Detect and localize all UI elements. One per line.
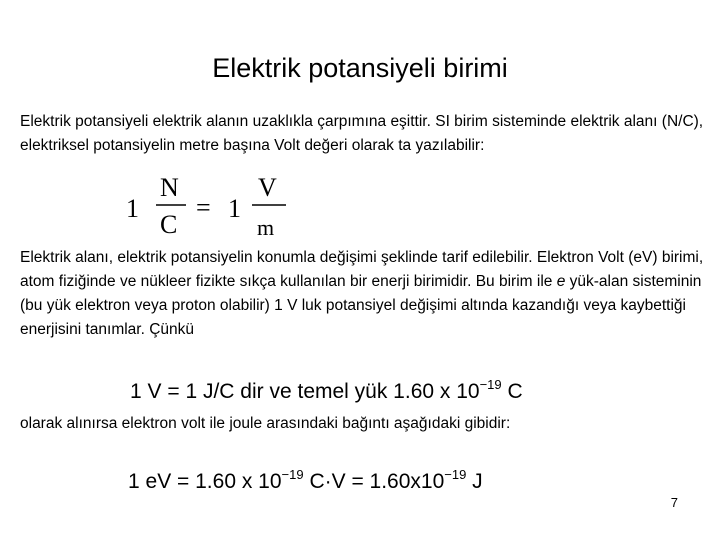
eq-coef-right: 1 [228,194,241,223]
eq2-part1: 1 eV = 1.60 x 10 [128,470,282,493]
eq-coef-left: 1 [126,194,139,223]
eq1-unit: C [501,380,523,403]
eq2-exponent2: −19 [444,467,467,482]
paragraph2-italic-e: e [556,273,566,290]
eq-den-left: C [160,210,178,239]
eq1-text: 1 V = 1 J/C dir ve temel yük 1.60 x 10 [130,380,480,403]
eq1-exponent: −19 [479,377,502,392]
unit-equation [120,170,310,244]
charge-equation [130,378,523,408]
ev-joule-equation [128,468,483,498]
eq-num-left: N [160,173,179,202]
slide-title: Elektrik potansiyeli birimi [212,53,508,83]
eq-num-right: V [258,173,277,202]
eq2-exponent1: −19 [281,467,304,482]
paragraph-relation: olarak alınırsa elektron volt ile joule arasındaki bağıntı aşağıdaki gibidir: [20,415,511,432]
page-number: 7 [670,495,678,510]
paragraph-electron-volt [20,246,710,342]
eq-equals: = [196,193,211,222]
paragraph2-text-a: Elektrik alanı, elektrik potansiyelin konumla değişimi şeklinde tarif edilebilir. Elektron Volt (eV) birimi, atom fiziğinde ve nükleer fizikte sıkça kullanılan bir enerji birimidir. Bu birim ile [20,249,704,290]
paragraph2-text-b: yük-alan sisteminin (bu yük elektron veya proton olabilir) 1 V luk potansiyel değişimi altında kazandığı veya kaybettiği enerjisini tanımlar. Çünkü [20,273,702,338]
eq-den-right: m [257,215,275,240]
eq2-part2: C·V = 1.60x10 [303,470,445,493]
paragraph-units: Elektrik potansiyeli elektrik alanın uzaklıkla çarpımına eşittir. SI birim sisteminde elektrik alanı (N/C), elektriksel potansiyelin metre başına Volt değeri olarak ta yazılabilir: [20,113,704,154]
eq2-part3: J [466,470,483,493]
